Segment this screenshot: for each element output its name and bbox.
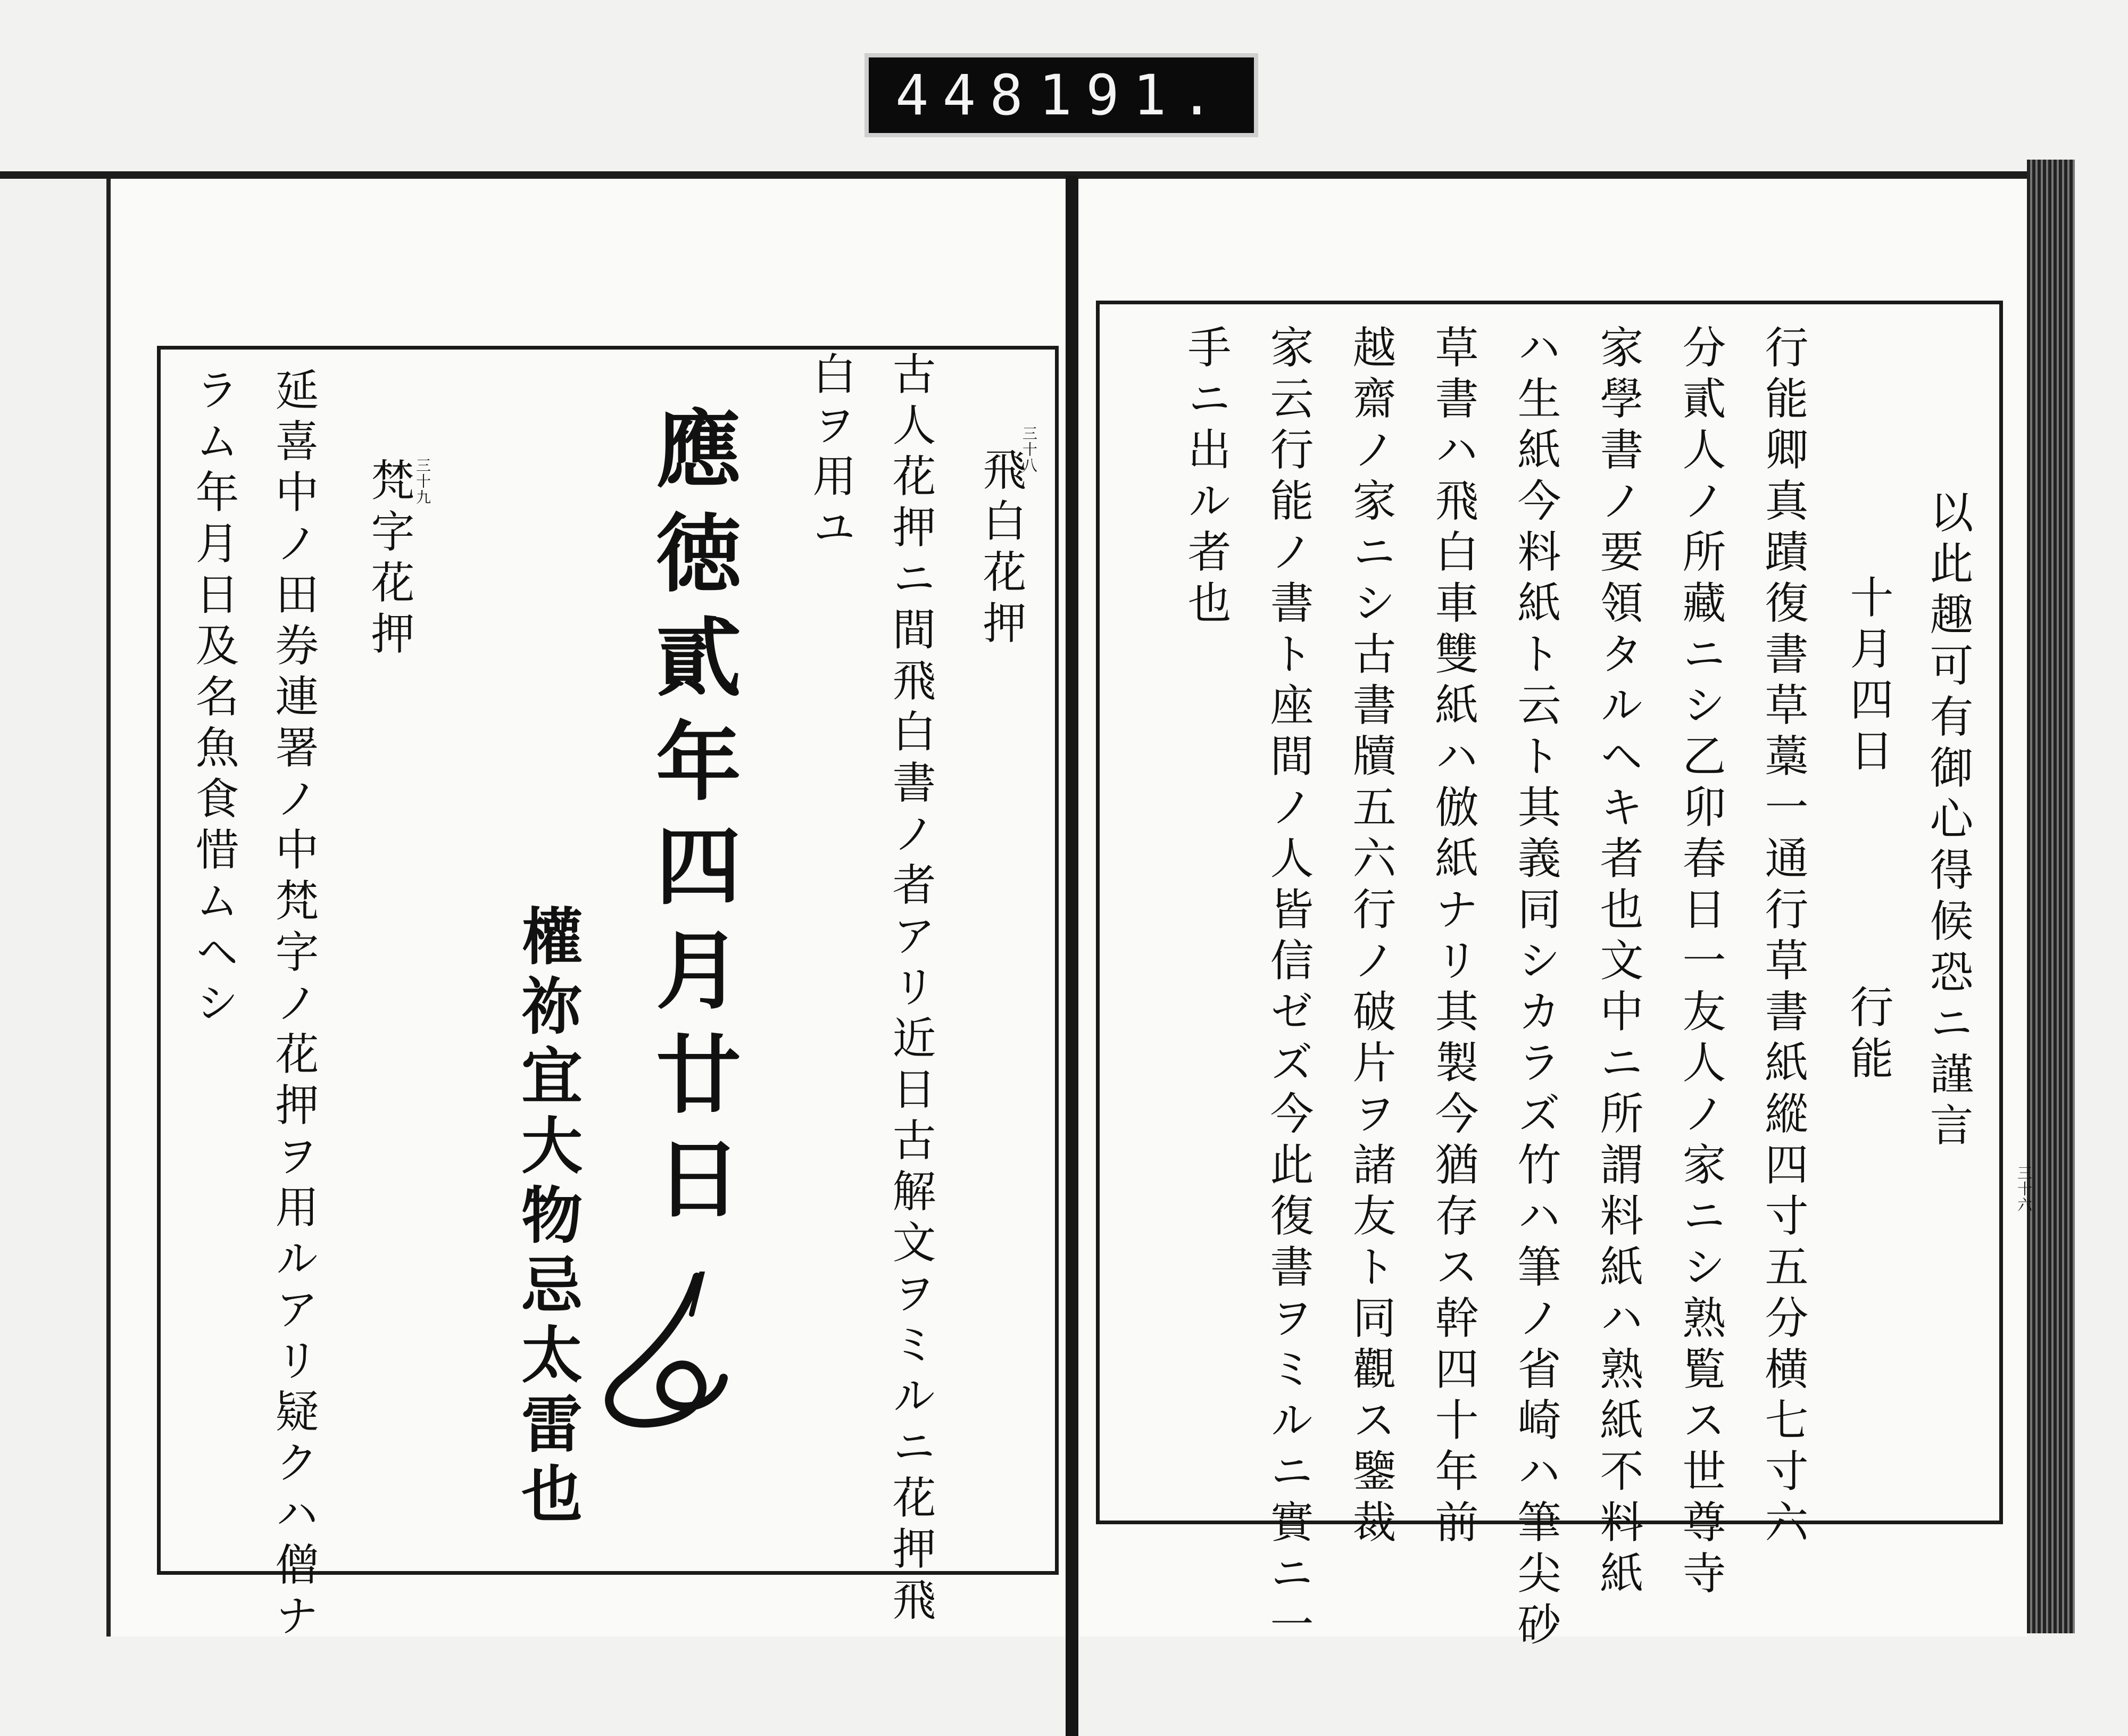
- letter-date: 十月四日: [1843, 575, 1893, 779]
- kao-signature-mark: [591, 1272, 729, 1431]
- body-line-3: 家學書ノ要領タルヘキ者也文中ニ所謂料紙ハ熟紙不料紙: [1593, 325, 1643, 1601]
- letter-closing: 以此趣可有御心得候恐ニ謹言: [1923, 489, 1973, 1153]
- body-line-5: 草書ハ飛白車雙紙ハ倣紙ナリ其製今猶存ス幹四十年前: [1428, 325, 1478, 1550]
- film-label-right: 191.: [1038, 63, 1227, 128]
- body-line-8: 手ニ出ル者也: [1181, 325, 1231, 631]
- film-index-label: [864, 53, 1258, 137]
- item38-title: 飛白花押: [976, 447, 1026, 651]
- letter-author: 行能: [1843, 984, 1893, 1086]
- body-line-2: 分貳人ノ所藏ニシ乙卯春日一友人ノ家ニシ熟覧ス世尊寺: [1675, 325, 1726, 1601]
- item39-body-2: ラム年月日及名魚食惜ムヘシ: [188, 367, 239, 1031]
- item38-body-2: 白ヲ用ユ: [805, 351, 856, 555]
- page-edges: [2027, 160, 2075, 1633]
- body-line-7: 家云行能ノ書ト座間ノ人皆信ゼズ今此復書ヲミルニ實ニ一: [1263, 325, 1314, 1652]
- book-top-edge: [0, 171, 2075, 179]
- item39-title: 梵字花押: [364, 458, 414, 662]
- body-line-4: ハ生紙今料紙ト云ト其義同シカラズ竹ハ筆ノ省崎ハ筆尖砂: [1510, 325, 1561, 1652]
- film-label-left: 448: [895, 63, 1037, 128]
- document-signature: 權祢宜大物忌太雷也: [511, 904, 583, 1532]
- item39-number: 三十九: [414, 458, 431, 505]
- body-line-6: 越齋ノ家ニシ古書牘五六行ノ破片ヲ諸友ト同觀ス鑒裁: [1345, 325, 1396, 1550]
- item38-number: 三十八: [1020, 426, 1038, 474]
- item39-body-1: 延喜中ノ田券連署ノ中梵字ノ花押ヲ用ルアリ疑クハ僧ナ: [268, 367, 319, 1644]
- body-line-1: 行能卿真蹟復書草藁一通行草書紙縱四寸五分横七寸六: [1758, 325, 1808, 1550]
- book-gutter: [1066, 176, 1078, 1736]
- page-number: 三十六: [2015, 1165, 2033, 1213]
- document-date: 應徳貳年四月廿日: [642, 404, 742, 1239]
- item38-body-1: 古人花押ニ間飛白書ノ者アリ近日古解文ヲミルニ花押飛: [885, 351, 936, 1628]
